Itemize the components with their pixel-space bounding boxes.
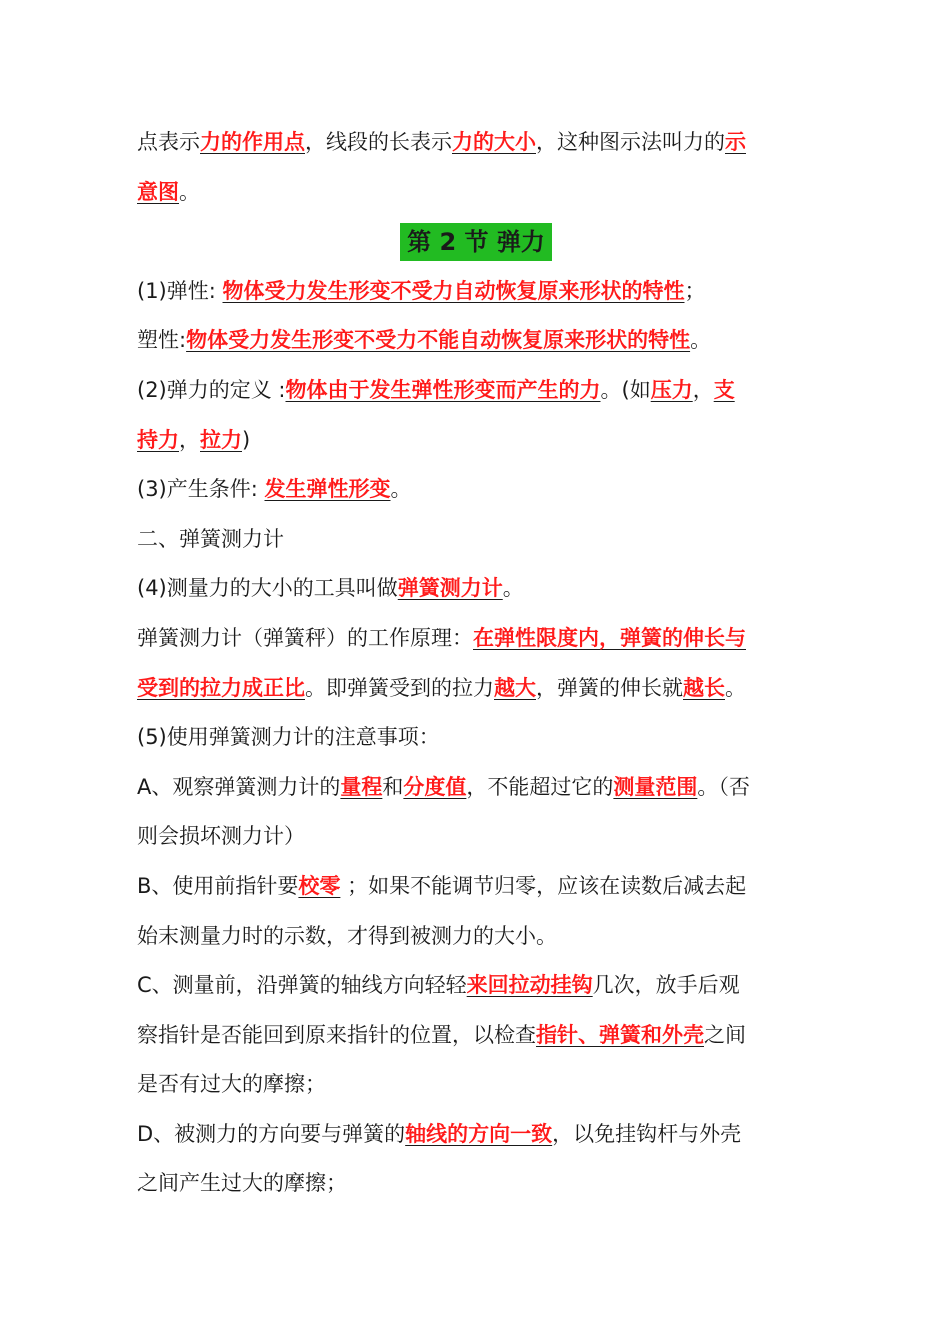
highlighted-answer: 弹簧测力计	[397, 576, 503, 601]
text-segment: (2)弹力的定义 :	[137, 377, 286, 402]
text-segment: 塑性:	[137, 328, 187, 353]
text-segment: ，	[692, 377, 714, 402]
highlighted-answer: 意图	[137, 179, 179, 204]
text-segment: 点表示	[137, 130, 200, 154]
highlighted-answer: 轴线的方向一致	[405, 1121, 553, 1146]
section-heading: 第 2 节 弹力	[400, 223, 552, 261]
text-line	[137, 1011, 817, 1061]
text-line	[137, 515, 817, 565]
text-segment: ，以免挂钩杆与外壳	[552, 1121, 742, 1146]
text-segment: 。	[502, 576, 524, 601]
text-segment: (5)使用弹簧测力计的注意事项：	[137, 725, 440, 750]
text-segment: 则会损坏测力计）	[137, 824, 305, 849]
text-segment: ，这种图示法叫力的	[536, 130, 725, 154]
text-segment: D、被测力的方向要与弹簧的	[137, 1121, 406, 1146]
highlighted-answer: 支	[713, 377, 735, 402]
section-heading-row	[137, 217, 817, 267]
highlighted-answer: 越大	[494, 675, 536, 700]
text-line	[137, 267, 817, 317]
highlighted-answer: 量程	[340, 774, 383, 799]
text-line	[137, 416, 817, 466]
text-segment: 弹簧测力计（弹簧秤）的工作原理：	[137, 625, 473, 650]
highlighted-answer: 持力	[137, 427, 179, 452]
text-line	[137, 961, 817, 1011]
text-segment: (1)弹性:	[137, 278, 223, 303]
text-line	[137, 912, 817, 962]
highlighted-answer: 拉力	[200, 427, 242, 452]
text-segment: 。(如	[600, 377, 651, 402]
highlighted-answer: 测量范围	[613, 774, 698, 799]
text-line	[137, 366, 817, 416]
text-segment: 二、弹簧测力计	[137, 526, 284, 551]
text-line	[137, 664, 817, 714]
text-segment: )	[242, 427, 251, 452]
highlighted-answer: 越长	[683, 675, 725, 700]
highlighted-answer: 校零	[298, 873, 341, 898]
text-segment: ，不能超过它的	[466, 774, 614, 799]
highlighted-answer: 物体受力发生形变不受力自动恢复原来形状的特性	[222, 278, 685, 303]
text-segment: ，线段的长表示	[305, 130, 452, 154]
text-segment: 。（否	[697, 774, 750, 799]
text-line	[137, 713, 817, 763]
text-segment: 察指针是否能回到原来指针的位置，以检查	[137, 1022, 536, 1047]
text-line	[137, 1060, 817, 1110]
text-segment: 。即弹簧受到的拉力	[305, 675, 494, 700]
highlighted-answer: 受到的拉力成正比	[137, 675, 305, 700]
text-segment: ，弹簧的伸长就	[536, 675, 683, 700]
text-segment: ；	[684, 278, 706, 303]
text-line	[137, 862, 817, 912]
highlighted-answer: 物体受力发生形变不受力不能自动恢复原来形状的特性	[186, 328, 691, 353]
text-segment: (4)测量力的大小的工具叫做	[137, 576, 398, 601]
text-segment: 。	[179, 179, 200, 204]
text-line	[137, 763, 817, 813]
document-body	[137, 118, 817, 1209]
text-segment: 。	[390, 477, 412, 502]
highlighted-answer: 指针、弹簧和外壳	[536, 1022, 704, 1047]
text-segment: ；如果不能调节归零，应该在读数后减去起	[340, 873, 747, 898]
text-segment: 之间	[704, 1022, 746, 1047]
highlighted-answer: 发生弹性形变	[264, 477, 391, 502]
text-segment: A、观察弹簧测力计的	[137, 774, 341, 799]
text-line	[137, 465, 817, 515]
text-line	[137, 168, 817, 218]
highlighted-answer: 物体由于发生弹性形变而产生的力	[285, 377, 601, 402]
text-line	[137, 316, 817, 366]
highlighted-answer: 力的大小	[452, 130, 536, 154]
text-segment: 和	[382, 774, 404, 799]
text-segment: (3)产生条件:	[137, 477, 265, 502]
text-segment: 始末测量力时的示数，才得到被测力的大小。	[137, 923, 557, 948]
highlighted-answer: 示	[725, 130, 746, 154]
text-line	[137, 118, 817, 168]
highlighted-answer: 力的作用点	[200, 130, 305, 154]
text-segment: B、使用前指针要	[137, 873, 299, 898]
highlighted-answer: 在弹性限度内，弹簧的伸长与	[473, 625, 746, 650]
text-segment: 。	[725, 675, 746, 700]
text-line	[137, 812, 817, 862]
text-line	[137, 1110, 817, 1160]
text-segment: 是否有过大的摩擦；	[137, 1072, 326, 1097]
text-line	[137, 614, 817, 664]
text-line	[137, 564, 817, 614]
highlighted-answer: 压力	[650, 377, 693, 402]
text-segment: ，	[179, 427, 200, 452]
highlighted-answer: 分度值	[403, 774, 467, 799]
text-segment: 几次，放手后观	[592, 973, 740, 998]
text-line	[137, 1159, 817, 1209]
text-segment: 之间产生过大的摩擦；	[137, 1171, 347, 1196]
highlighted-answer: 来回拉动挂钩	[466, 973, 593, 998]
text-segment: 。	[690, 328, 712, 353]
text-segment: C、测量前，沿弹簧的轴线方向轻轻	[137, 973, 467, 998]
